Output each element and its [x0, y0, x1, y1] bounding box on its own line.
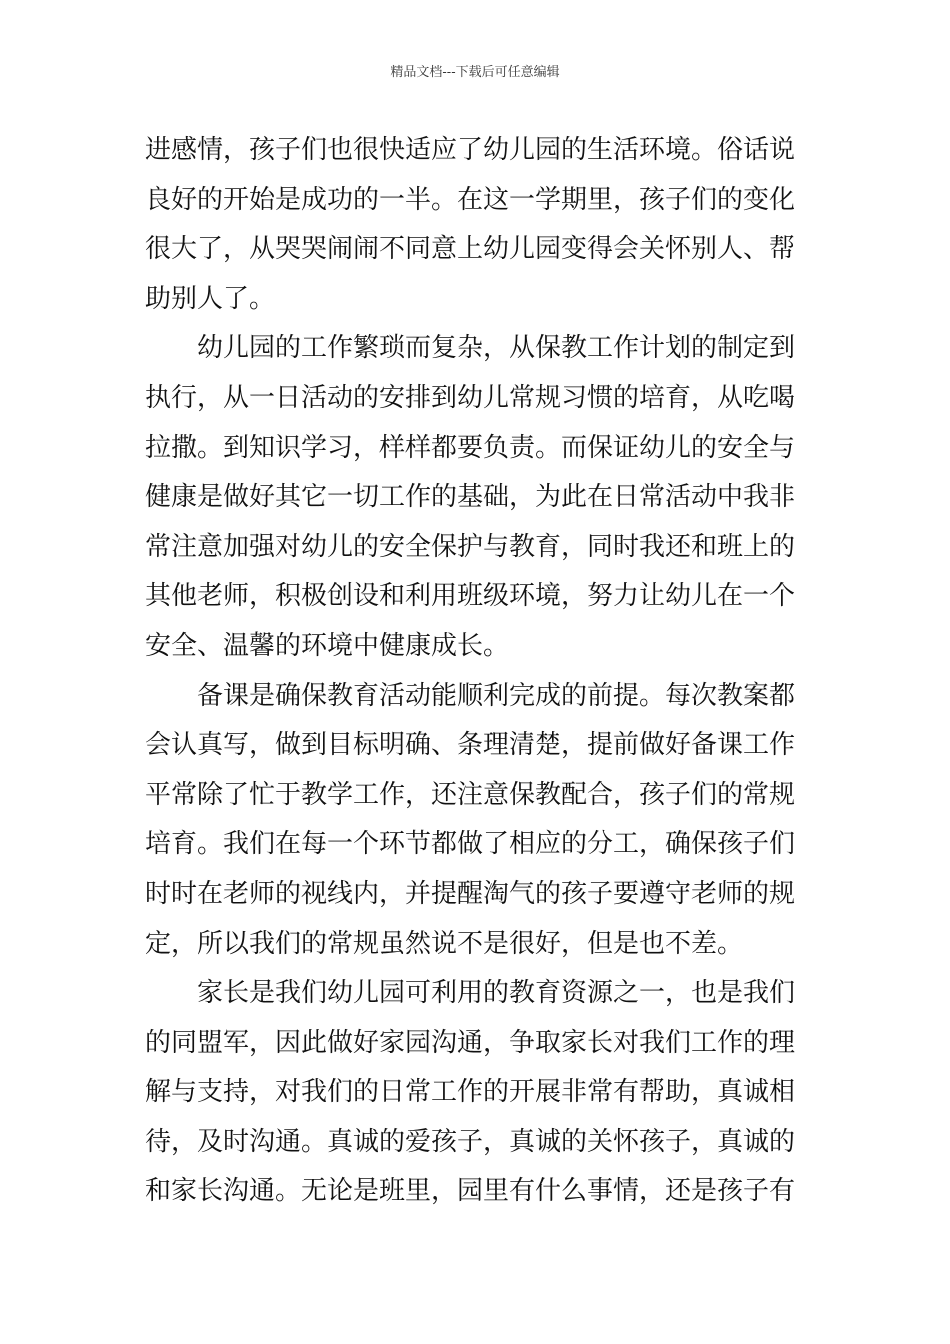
text-line: 良好的开始是成功的一半。在这一学期里，孩子们的变化: [145, 184, 796, 215]
text-line: 待，及时沟通。真诚的爱孩子，真诚的关怀孩子，真诚的: [145, 1126, 796, 1157]
text-line: 会认真写，做到目标明确、条理清楚，提前做好备课工作: [145, 730, 796, 761]
text-line: 定，所以我们的常规虽然说不是很好，但是也不差。: [145, 928, 744, 959]
document-body: [145, 126, 807, 1217]
text-line: 进感情，孩子们也很快适应了幼儿园的生活环境。俗话说: [145, 135, 796, 165]
text-line: 很大了，从哭哭闹闹不同意上幼儿园变得会关怀别人、帮: [145, 234, 796, 265]
text-line: 解与支持，对我们的日常工作的开展非常有帮助，真诚相: [145, 1077, 796, 1108]
paragraph-first-line: 备课是确保教育活动能顺利完成的前提。每次教案都: [197, 680, 796, 711]
text-line: 其他老师，积极创设和利用班级环境，努力让幼儿在一个: [145, 581, 796, 612]
text-line: 安全、温馨的环境中健康成长。: [145, 630, 510, 661]
page-header: 精品文档---下载后可任意编辑: [390, 65, 560, 80]
text-line: 时时在老师的视线内，并提醒淘气的孩子要遵守老师的规: [145, 878, 796, 909]
text-line: 和家长沟通。无论是班里，园里有什么事情，还是孩子有: [145, 1176, 796, 1207]
text-line: 拉撒。到知识学习，样样都要负责。而保证幼儿的安全与: [145, 432, 796, 463]
text-line: 执行，从一日活动的安排到幼儿常规习惯的培育，从吃喝: [145, 382, 796, 413]
paragraph-first-line: 家长是我们幼儿园可利用的教育资源之一，也是我们: [197, 978, 796, 1009]
text-line: 常注意加强对幼儿的安全保护与教育，同时我还和班上的: [145, 531, 796, 562]
paragraph-first-line: 幼儿园的工作繁琐而复杂，从保教工作计划的制定到: [197, 333, 796, 364]
text-line: 培育。我们在每一个环节都做了相应的分工，确保孩子们: [145, 829, 796, 860]
text-line: 平常除了忙于教学工作，还注意保教配合，孩子们的常规: [145, 779, 796, 810]
text-line: 健康是做好其它一切工作的基础，为此在日常活动中我非: [145, 482, 796, 513]
text-line: 助别人了。: [145, 283, 276, 314]
text-line: 的同盟军，因此做好家园沟通，争取家长对我们工作的理: [145, 1027, 796, 1058]
